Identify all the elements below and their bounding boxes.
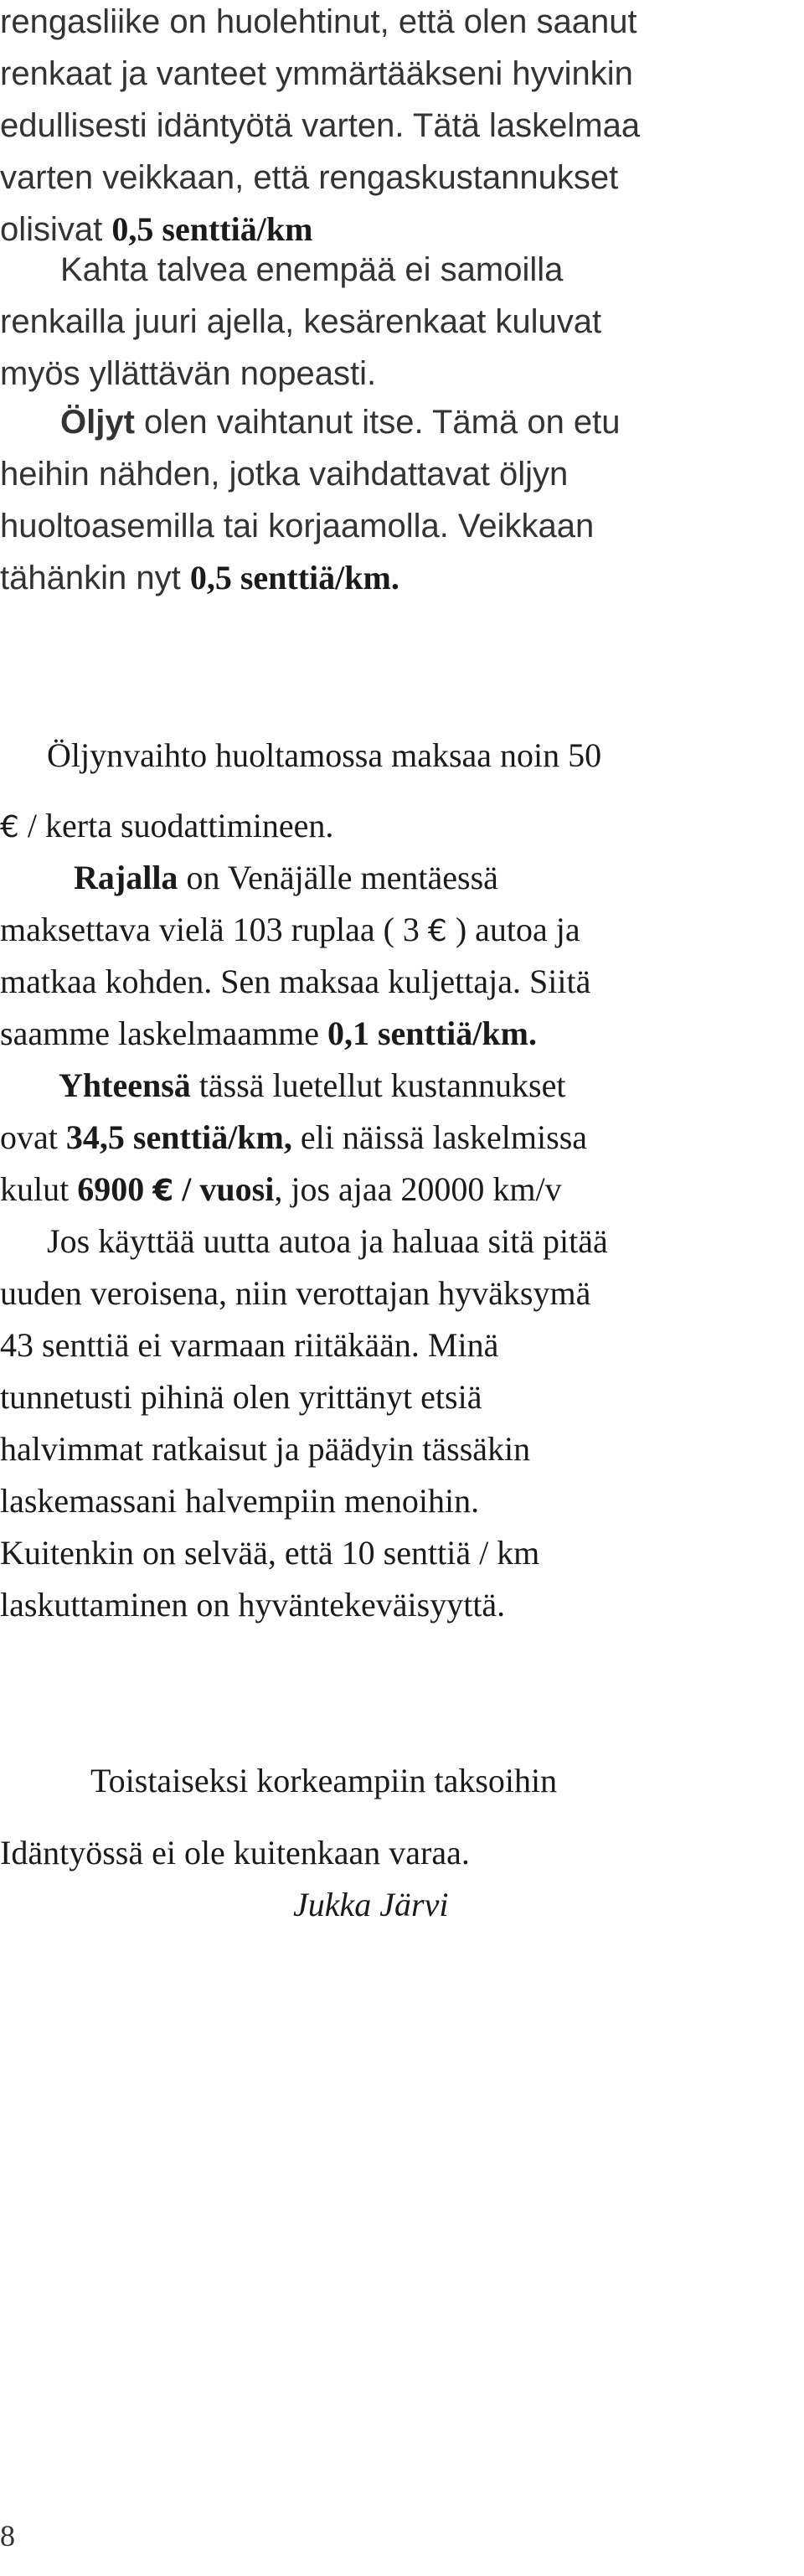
text-line: 43 senttiä ei varmaan riitäkään. Minä [0,1326,499,1364]
cost-value: 0,5 senttiä/km [111,210,313,248]
text-line: Jos käyttää uutta autoa ja haluaa sitä pitää [47,1222,608,1260]
text-line [0,1014,537,1054]
text-segment: on Venäjälle mentäessä [178,859,498,896]
text-line: matkaa kohden. Sen maksaa kuljettaja. Siitä [0,963,591,1000]
text-segment: olen vaihtanut itse. Tämä on etu [134,404,621,441]
euro-symbol: € [0,810,19,844]
text-line: uuden veroisena, niin verottajan hyväksymä [0,1274,591,1312]
text-line [0,1118,587,1158]
text-line: Kahta talvea enempää ei samoilla [60,251,564,288]
signature: Jukka Järvi [293,1886,449,1923]
text-segment: eli näissä laskelmissa [291,1118,588,1156]
text-line [0,209,312,250]
text-segment: tähänkin nyt [0,560,190,596]
text-line: laskuttaminen on hyväntekeväisyyttä. [0,1586,506,1624]
text-line [74,858,498,898]
text-line: huoltoasemilla tai korjaamolla. Veikkaan [0,508,595,545]
text-line: Öljynvaihto huoltamossa maksaa noin 50 [47,736,602,774]
heading-word: Yhteensä [59,1066,191,1104]
text-line: renkailla juuri ajella, kesärenkaat kuluvat [0,303,602,340]
text-segment: / vuosi [173,1170,275,1208]
text-segment: ovat [0,1118,66,1156]
text-segment: tässä luetellut kustannukset [190,1066,566,1104]
text-segment: kulut [0,1170,78,1208]
text-line [0,806,333,848]
text-line [0,1169,562,1211]
text-line: tunnetusti pihinä olen yrittänyt etsiä [0,1378,482,1416]
text-segment: ) autoa ja [446,911,580,948]
text-segment: , jos ajaa 20000 km/v [274,1170,562,1208]
text-line [59,1066,565,1106]
text-line: edullisesti idäntyötä varten. Tätä laskelmaa [0,107,641,144]
text-segment: / kerta suodattimineen. [18,807,334,844]
euro-symbol: € [427,914,447,948]
text-line: heihin nähden, jotka vaihdattavat öljyn [0,456,569,493]
text-segment: maksettava vielä 103 ruplaa ( 3 [0,911,428,948]
text-line [60,402,621,442]
text-line [0,558,399,598]
heading-word: Öljyt [60,404,135,441]
text-line [0,910,580,952]
text-segment: 6900 [77,1170,153,1208]
text-line: halvimmat ratkaisut ja päädyin tässäkin [0,1430,531,1468]
page-number: 8 [0,2519,15,2553]
text-line: myös yllättävän nopeasti. [0,355,377,392]
text-line: renkaat ja vanteet ymmärtääkseni hyvinkin [0,55,633,92]
text-line: laskemassani halvempiin menoihin. [0,1482,480,1520]
closing-line: Toistaiseksi korkeampiin taksoihin [90,1762,558,1799]
closing-line: Idäntyössä ei ole kuitenkaan varaa. [0,1834,470,1871]
heading-word: Rajalla [74,859,178,896]
text-line: rengasliike on huolehtinut, että olen saanut [0,3,637,40]
cost-value [77,1170,274,1208]
cost-value: 34,5 senttiä/km, [65,1118,292,1156]
text-segment: olisivat [0,211,112,248]
text-line: Kuitenkin on selvää, että 10 senttiä / km [0,1534,540,1572]
text-segment: saamme laskelmaamme [0,1014,327,1052]
euro-symbol: € [152,1174,174,1208]
text-line: varten veikkaan, että rengaskustannukset [0,159,619,196]
cost-value: 0,5 senttiä/km. [189,559,399,596]
cost-value: 0,1 senttiä/km. [327,1014,537,1052]
